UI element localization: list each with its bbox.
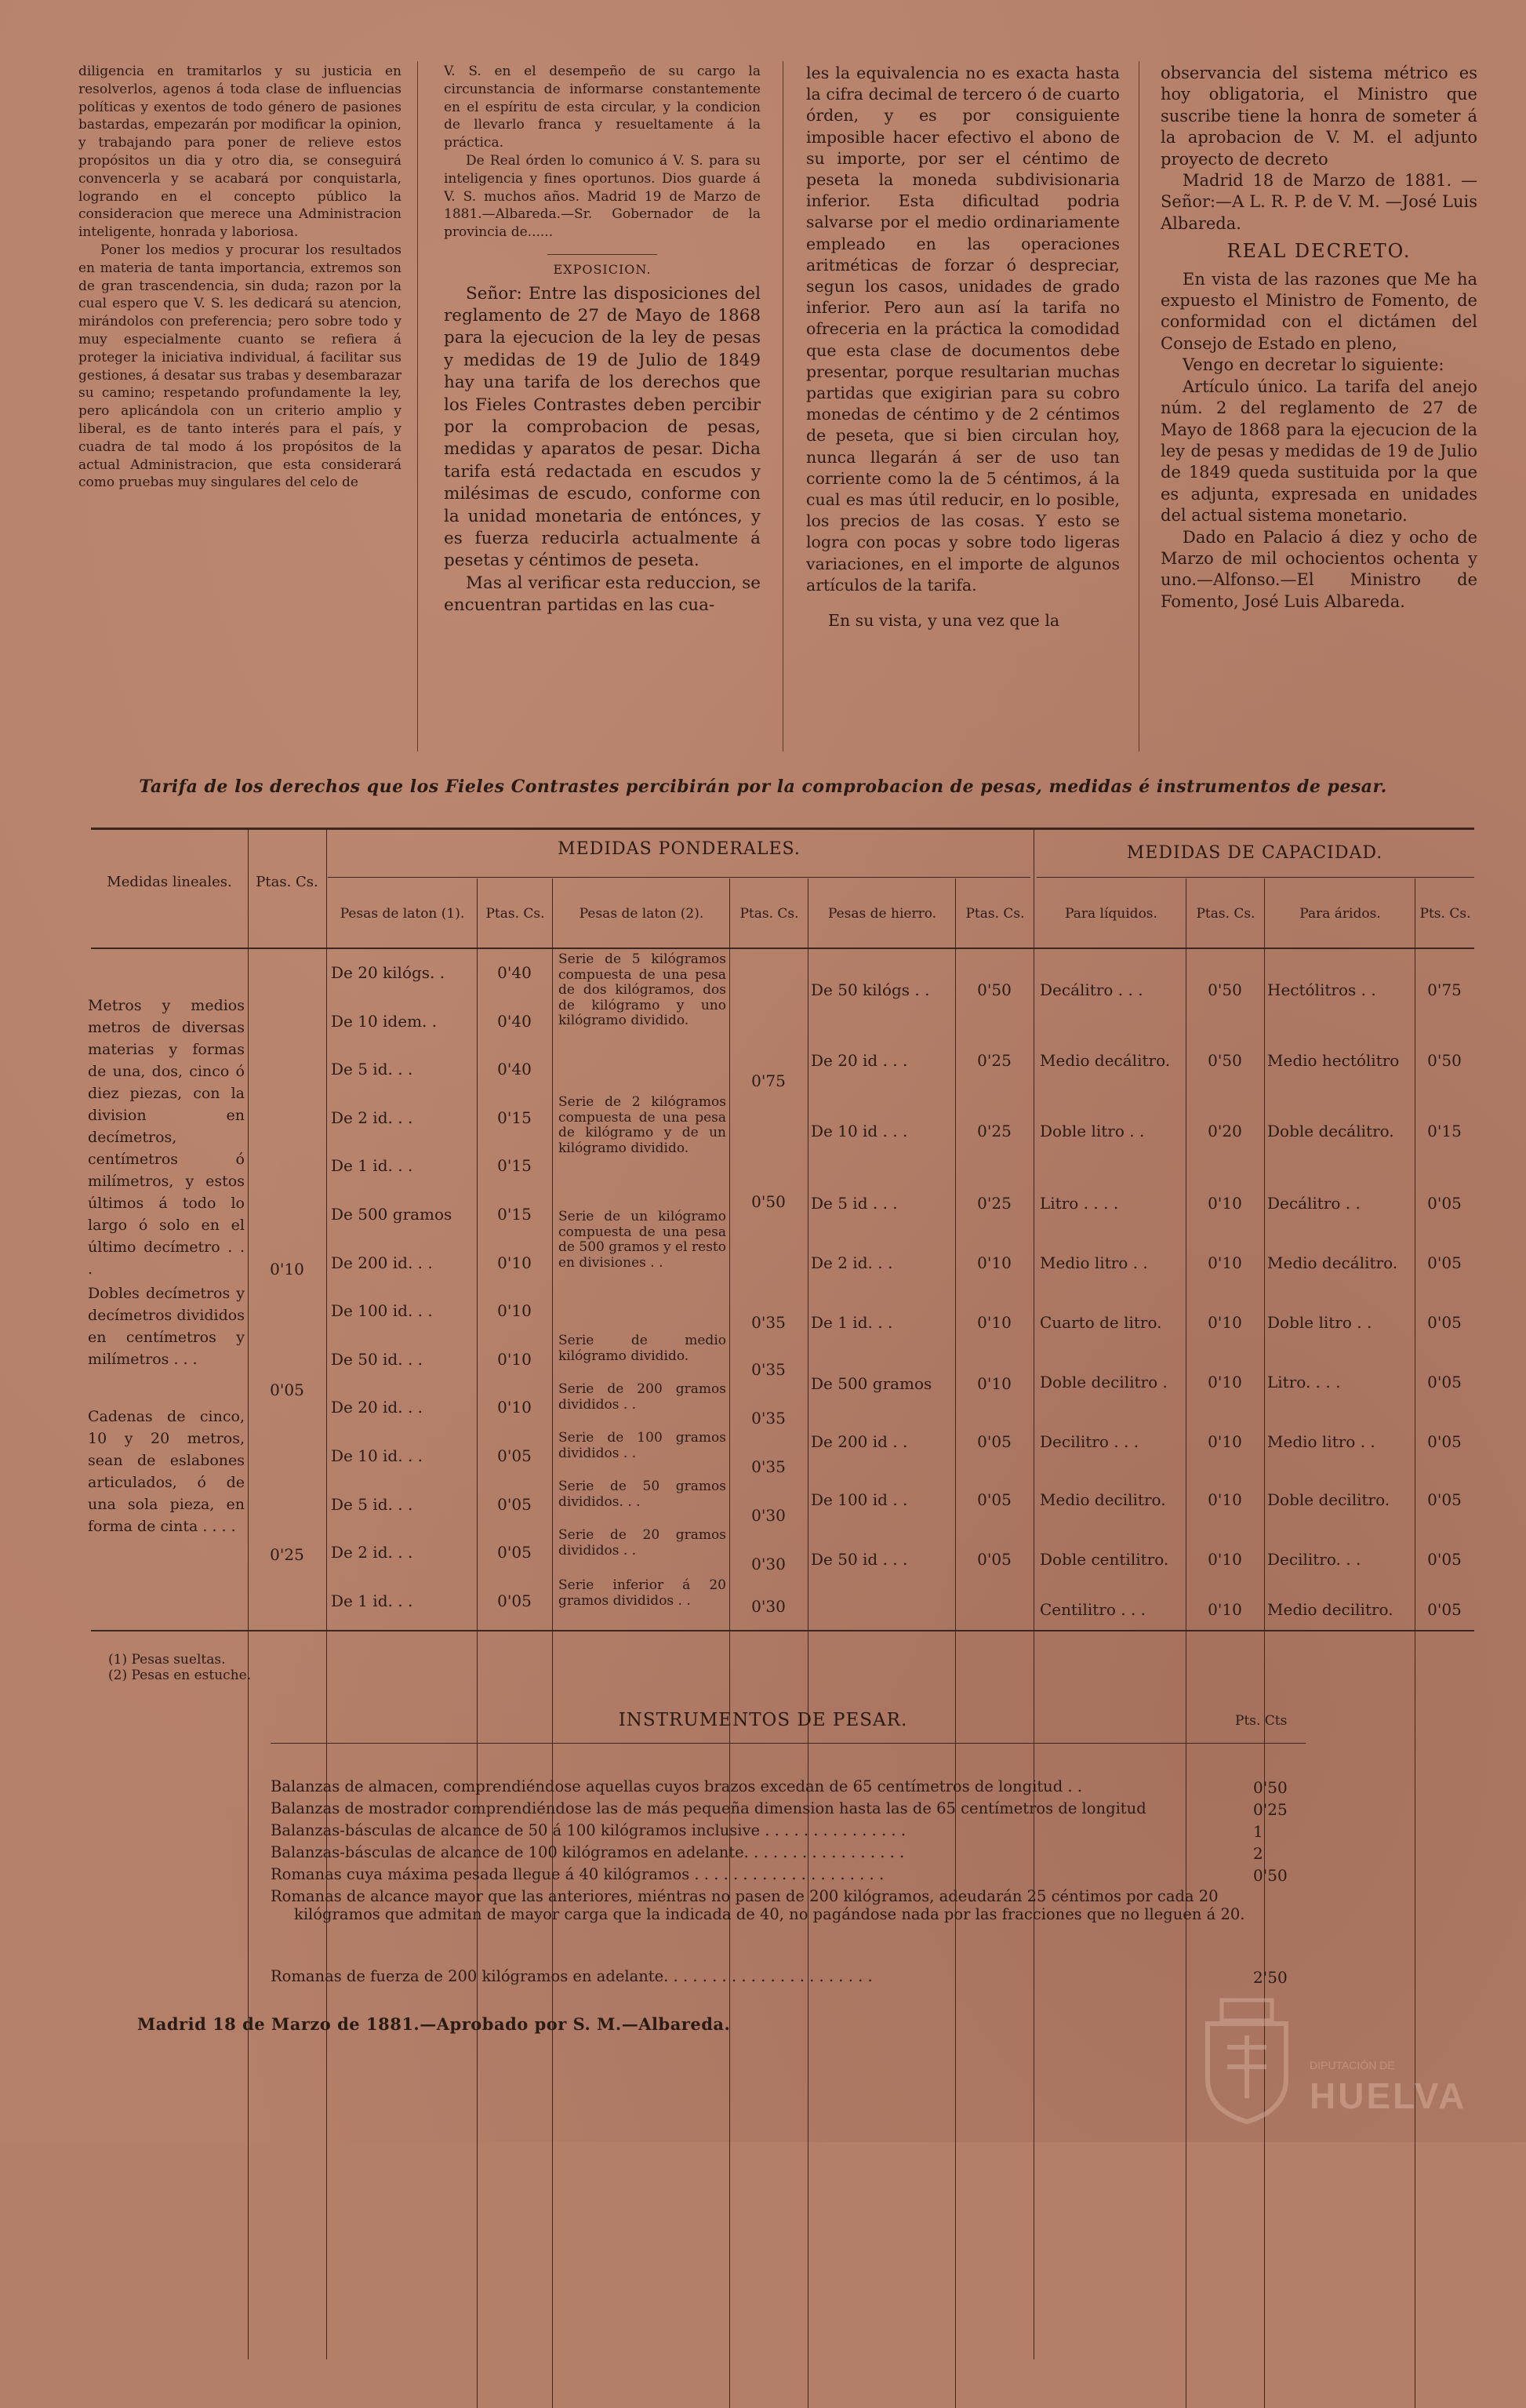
liquidos-price: 0'50 <box>1208 980 1242 999</box>
laton1-price: 0'10 <box>497 1253 532 1272</box>
aridos-label: Decálitro . . <box>1267 1194 1361 1213</box>
laton1-price: 0'05 <box>497 1446 532 1465</box>
hierro-price: 0'10 <box>977 1313 1012 1332</box>
text-column-4 <box>1161 63 1477 761</box>
liquidos-price: 0'10 <box>1208 1432 1242 1451</box>
laton1-price: 0'40 <box>497 963 532 982</box>
laton1-label: De 50 id. . . <box>331 1349 423 1369</box>
aridos-label: Litro. . . . <box>1267 1373 1341 1391</box>
col-line <box>326 830 327 2359</box>
laton1-price: 0'05 <box>497 1591 532 1610</box>
column-divider <box>417 61 418 751</box>
laton2-series: Serie de 100 gramos divididos . . <box>558 1430 726 1461</box>
laton1-label: De 100 id. . . <box>331 1301 433 1321</box>
rule <box>328 877 1030 878</box>
paragraph: Vengo en decretar lo siguiente: <box>1183 355 1444 375</box>
aridos-label: Doble decilitro. <box>1267 1490 1390 1509</box>
footnote: (2) Pesas en estuche. <box>108 1668 252 1683</box>
col-line <box>1264 878 1265 2408</box>
hierro-label: De 10 id . . . <box>811 1122 908 1140</box>
laton1-price: 0'05 <box>497 1543 532 1562</box>
instruments-title: INSTRUMENTOS DE PESAR. <box>618 1710 908 1730</box>
liquidos-label: Decálitro . . . <box>1040 980 1143 999</box>
footnotes <box>108 1652 251 1683</box>
hierro-price: 0'05 <box>977 1432 1012 1451</box>
aridos-label: Medio decálitro. <box>1267 1253 1398 1272</box>
header-lineales: Medidas lineales. <box>107 874 232 890</box>
aridos-price: 0'15 <box>1427 1122 1462 1140</box>
aridos-label: Doble decálitro. <box>1267 1122 1394 1140</box>
footnote: (1) Pesas sueltas. <box>108 1652 226 1668</box>
hierro-label: De 50 kilógs . . <box>811 980 930 999</box>
laton1-label: De 1 id. . . <box>331 1591 413 1610</box>
aridos-price: 0'05 <box>1427 1373 1462 1391</box>
aridos-price: 0'05 <box>1427 1253 1462 1272</box>
hierro-label: De 2 id. . . <box>811 1253 893 1272</box>
liquidos-label: Decilitro . . . <box>1040 1432 1139 1451</box>
liquidos-label: Medio decilitro. <box>1040 1490 1166 1509</box>
lineales-text-3: Cadenas de cinco, 10 y 20 metros, sean de eslabones articulados, ó de una sola pieza, en forma de cinta . . . . <box>88 1408 245 1535</box>
paragraph: V. S. en el desempeño de su cargo la circunstancia de informarse constantemente en el espíritu de esta circular, y la condicion de llevarlo franca y resueltamente á la práctica. <box>444 64 761 151</box>
instrument-price: 0'50 <box>1253 1866 1288 1885</box>
tariff-title: Tarifa de los derechos que los Fieles Contrastes percibirán por la comprobacion de pesas, medidas é instrumentos de pesar. <box>139 777 1387 797</box>
liquidos-label: Doble centilitro. <box>1040 1550 1169 1569</box>
hierro-price: 0'25 <box>977 1051 1012 1070</box>
liquidos-label: Doble litro . . <box>1040 1122 1145 1140</box>
laton2-series: Serie de 5 kilógramos compuesta de una pesa de dos kilógramos, dos de kilógramo y uno kilógramo dividido. <box>558 951 726 1028</box>
header-ptas-cs: Ptas. Cs. <box>485 906 545 922</box>
divider <box>547 254 657 255</box>
instrument-price: 2'50 <box>1253 1968 1288 1987</box>
liquidos-label: Medio decálitro. <box>1040 1051 1171 1070</box>
lineales-price-1: 0'10 <box>270 1260 304 1279</box>
header-ptas-cs: Ptas. Cs. <box>739 906 799 922</box>
aridos-price: 0'05 <box>1427 1600 1462 1619</box>
hierro-label: De 50 id . . . <box>811 1550 908 1569</box>
col-line <box>248 830 249 2359</box>
instrument-row: Romanas de fuerza de 200 kilógramos en adelante. . . . . . . . . . . . . . . . . . . . . . <box>271 1968 873 1985</box>
watermark-text: HUELVA <box>1310 2075 1467 2116</box>
laton2-series: Serie de 20 gramos divididos . . <box>558 1527 726 1559</box>
laton1-label: De 10 idem. . <box>331 1011 438 1031</box>
footer-approval: Madrid 18 de Marzo de 1881.—Aprobado por S. M.—Albareda. <box>137 2014 731 2034</box>
laton1-label: De 2 id. . . <box>331 1108 413 1127</box>
paragraph: Artículo único. La tarifa del anejo núm. 2 del reglamento de 27 de Mayo de 1868 para la ejecucion de la ley de pesas y medidas de 19 de Julio de 1849 queda sustituida por la que es adjunta, expresada en unidades del actual sistema monetario. <box>1161 376 1477 526</box>
header-hierro: Pesas de hierro. <box>827 906 937 922</box>
hierro-label: De 100 id . . <box>811 1490 908 1509</box>
laton1-label: De 200 id. . . <box>331 1253 433 1272</box>
header-ptas-cs: Ptas. Cs. <box>965 906 1025 922</box>
liquidos-price: 0'50 <box>1208 1051 1242 1070</box>
hierro-price: 0'25 <box>977 1194 1012 1213</box>
header-pts-cs: Pts. Cs. <box>1419 906 1471 922</box>
hierro-label: De 500 gramos <box>811 1374 932 1393</box>
liquidos-price: 0'10 <box>1208 1550 1242 1569</box>
header-laton2: Pesas de laton (2). <box>579 906 704 922</box>
paragraph: diligencia en tramitarlos y su justicia en resolverlos, agenos á toda clase de influencias políticas y exentos de todo género de pasiones bastardas, empezarán por modificar la opinion, y trabajando para poner de relieve estos propósitos un dia y otro dia, se conseguirá convencerla y se acabará por conquistarla, logrando en el concepto público la consideracion que merece una Administracion inteligente, honrada y laboriosa. <box>78 64 401 241</box>
instrument-row: Balanzas-básculas de alcance de 50 á 100 kilógramos inclusive . . . . . . . . . . . . . . . <box>271 1822 907 1839</box>
laton1-label: De 2 id. . . <box>331 1543 413 1562</box>
header-ptas: Ptas. Cs. <box>256 874 318 890</box>
hierro-price: 0'10 <box>977 1374 1012 1393</box>
paragraph: observancia del sistema métrico es hoy obligatoria, el Ministro que suscribe tiene la honra de someter á la aprobacion de V. M. el adjunto proyecto de decreto <box>1161 64 1477 169</box>
laton2-price: 0'30 <box>751 1506 786 1525</box>
text-column-2 <box>444 63 761 761</box>
hierro-price: 0'05 <box>977 1490 1012 1509</box>
paragraph: De Real órden lo comunico á V. S. para su inteligencia y fines oportunos. Dios guarde á V. S. muchos años. Madrid 19 de Marzo de 1881.—Albareda.—Sr. Gobernador de la provincia de...... <box>444 152 761 241</box>
instruments-ptas-header: Pts. Cts <box>1235 1713 1288 1729</box>
laton1-price: 0'15 <box>497 1108 532 1127</box>
signature: Madrid 18 de Marzo de 1881. —Señor:—A L. R. P. de V. M. —José Luis Albareda. <box>1161 171 1477 233</box>
header-aridos: Para áridos. <box>1299 906 1381 922</box>
aridos-label: Medio hectólitro <box>1267 1051 1400 1070</box>
aridos-label: Hectólitros . . <box>1267 980 1376 999</box>
rule <box>1037 877 1474 878</box>
laton2-price: 0'30 <box>751 1555 786 1573</box>
hierro-price: 0'25 <box>977 1122 1012 1140</box>
instrument-row: Romanas cuya máxima pesada llegue á 40 kilógramos . . . . . . . . . . . . . . . . . . . . <box>271 1866 885 1883</box>
hierro-price: 0'50 <box>977 980 1012 999</box>
lineales-text-1: Metros y medios metros de diversas materias y formas de una, dos, cinco ó diez piezas, con la division en decímetros, centímetros ó milímetros, y estos últimos á todo lo largo ó solo en el último decímetro . . . <box>88 997 245 1278</box>
laton1-price: 0'10 <box>497 1398 532 1417</box>
lineales-price-2: 0'05 <box>270 1380 304 1399</box>
liquidos-label: Cuarto de litro. <box>1040 1313 1162 1332</box>
aridos-label: Medio decilitro. <box>1267 1600 1393 1619</box>
header-liquidos: Para líquidos. <box>1065 906 1157 922</box>
aridos-price: 0'75 <box>1427 980 1462 999</box>
laton1-price: 0'40 <box>497 1060 532 1079</box>
paragraph: Mas al verificar esta reduccion, se encuentran partidas en las cua- <box>444 573 761 616</box>
hierro-price: 0'10 <box>977 1253 1012 1272</box>
paragraph: Dado en Palacio á diez y ocho de Marzo de mil ochocientos ochenta y uno.—Alfonso.—El Ministro de Fomento, José Luis Albareda. <box>1161 527 1477 611</box>
section-heading: REAL DECRETO. <box>1226 240 1412 263</box>
liquidos-label: Litro . . . . <box>1040 1194 1119 1213</box>
aridos-label: Decilitro. . . <box>1267 1550 1361 1569</box>
laton2-price: 0'35 <box>751 1457 786 1476</box>
laton1-price: 0'15 <box>497 1156 532 1176</box>
liquidos-label: Medio litro . . <box>1040 1253 1148 1272</box>
text-column-3 <box>806 63 1120 761</box>
coat-of-arms-icon <box>1192 1992 1302 2126</box>
liquidos-price: 0'10 <box>1208 1600 1242 1619</box>
header-capacidad: MEDIDAS DE CAPACIDAD. <box>1126 843 1383 863</box>
instrument-price: 0'25 <box>1253 1800 1288 1819</box>
laton2-series: Serie de medio kilógramo dividido. <box>558 1333 726 1364</box>
liquidos-price: 0'10 <box>1208 1490 1242 1509</box>
laton1-label: De 5 id. . . <box>331 1494 413 1514</box>
laton2-price: 0'35 <box>751 1409 786 1428</box>
lineales-price-3: 0'25 <box>270 1545 304 1564</box>
paragraph: Poner los medios y procurar los resultados en materia de tanta importancia, extremos son de gran trascendencia, sin duda; razon por la cual espero que V. S. les dedicará su atencion, mirándolos con preferencia; pero sobre todo y muy especialmente cuanto se refiera á proteger la iniciativa individual, á facilitar sus gestiones, á desatar sus trabas y desembarazar su camino; respetando profundamente la ley, pero aplicándola con un criterio amplio y liberal, es de tanto interés para el país, y cuadra de tal modo á los propósitos de la actual Administracion, que esta considerará como pruebas muy singulares del celo de <box>78 242 401 491</box>
paragraph: En vista de las razones que Me ha expuesto el Ministro de Fomento, de conformidad con el dictámen del Consejo de Estado en pleno, <box>1161 269 1477 353</box>
paragraph: Señor: Entre las disposiciones del reglamento de 27 de Mayo de 1868 para la ejecucion de la ley de pesas y medidas de 19 de Julio de 1849 hay una tarifa de los derechos que los Fieles Contrastes deben percibir por la comprobacion de pesas, medidas y aparatos de pesar. Dicha tarifa está redactada en escudos y milésimas de escudo, conforme con la unidad monetaria de entónces, y es fuerza reducirla actualmente á pesetas y céntimos de peseta. <box>444 283 761 571</box>
text-column-1 <box>78 63 401 761</box>
header-laton1: Pesas de laton (1). <box>340 906 465 922</box>
paragraph: En su vista, y una vez que la <box>828 611 1060 631</box>
laton2-series: Serie de un kilógramo compuesta de una pesa de 500 gramos y el resto en divisiones . . <box>558 1209 726 1271</box>
laton2-series: Serie de 2 kilógramos compuesta de una pesa de kilógramo y de un kilógramo dividido. <box>558 1094 726 1156</box>
watermark-subtitle: DIPUTACIÓN DE <box>1310 2059 1395 2072</box>
laton2-series: Serie de 50 gramos divididos. . . <box>558 1479 726 1510</box>
liquidos-price: 0'20 <box>1208 1122 1242 1140</box>
liquidos-label: Doble decilitro . <box>1040 1373 1168 1391</box>
liquidos-label: Centilitro . . . <box>1040 1600 1146 1619</box>
liquidos-price: 0'10 <box>1208 1194 1242 1213</box>
laton1-price: 0'10 <box>497 1349 532 1369</box>
laton1-label: De 5 id. . . <box>331 1060 413 1079</box>
instrument-row: Balanzas de mostrador comprendiéndose las de más pequeña dimension hasta las de 65 centímetros de longitud <box>271 1800 1146 1817</box>
header-ptas-cs: Ptas. Cs. <box>1196 906 1255 922</box>
laton2-price: 0'35 <box>751 1360 786 1379</box>
laton2-price: 0'50 <box>751 1192 786 1211</box>
col-line <box>955 878 956 2408</box>
instrument-row: Balanzas de almacen, comprendiéndose aquellas cuyos brazos excedan de 65 centímetros de longitud . . <box>271 1778 1083 1795</box>
hierro-label: De 200 id . . <box>811 1432 908 1451</box>
table-bottom-rule <box>91 1630 1474 1631</box>
liquidos-price: 0'10 <box>1208 1313 1242 1332</box>
hierro-label: De 5 id . . . <box>811 1194 898 1213</box>
lineales-text-2: Dobles decímetros y decímetros divididos en centímetros y milímetros . . . <box>88 1285 245 1368</box>
aridos-label: Medio litro . . <box>1267 1432 1375 1451</box>
section-heading: EXPOSICION. <box>553 261 652 277</box>
laton1-price: 0'15 <box>497 1205 532 1224</box>
paragraph: les la equivalencia no es exacta hasta la cifra decimal de tercero ó de cuarto órden, y es por consiguiente imposible hacer efectivo el abono de su importe, por ser el céntimo de peseta la moneda subdivisionaria inferior. Esta dificultad podria salvarse por el medio ordinariamente empleado en las operaciones aritméticas de forzar ó despreciar, segun los casos, unidades de grado inferior. Pero aun así la tarifa no ofreceria en la práctica la comodidad que esta clase de documentos debe presentar, porque resultarian muchas partidas que exigirian para su cobro monedas de céntimo y de 2 céntimos de peseta, que si bien circulan hoy, nunca llegarán á ser de uso tan corriente como la de 5 céntimos, á la cual es mas útil reducir, en lo posible, los precios de las cosas. Y esto se logra con pocas y sobre todo ligeras variaciones, en el importe de algunos artículos de la tarifa. <box>806 64 1120 595</box>
col-line <box>729 878 730 2408</box>
laton1-price: 0'40 <box>497 1011 532 1031</box>
laton1-label: De 1 id. . . <box>331 1156 413 1176</box>
hierro-price: 0'05 <box>977 1550 1012 1569</box>
laton1-label: De 10 id. . . <box>331 1446 423 1465</box>
aridos-price: 0'05 <box>1427 1490 1462 1509</box>
laton2-series: Serie de 200 gramos divididos . . <box>558 1381 726 1413</box>
laton2-series: Serie inferior á 20 gramos divididos . . <box>558 1577 726 1609</box>
laton1-label: De 20 kilógs. . <box>331 963 445 982</box>
aridos-label: Doble litro . . <box>1267 1313 1372 1332</box>
laton1-label: De 500 gramos <box>331 1205 452 1224</box>
laton1-price: 0'10 <box>497 1301 532 1321</box>
instrument-row: Romanas de alcance mayor que las anteriores, miéntras no pasen de 200 kilógramos, adeudarán 25 céntimos por cada 20 kilógramos que admitan de mayor carga que la indicada de 40, no pagándose nada por las fracciones que no lleguen á 20. <box>271 1888 1245 1923</box>
hierro-label: De 20 id . . . <box>811 1051 908 1070</box>
aridos-price: 0'05 <box>1427 1550 1462 1569</box>
laton1-price: 0'05 <box>497 1494 532 1514</box>
instrument-price: 0'50 <box>1253 1778 1288 1797</box>
header-bottom-rule <box>91 948 1474 949</box>
instrument-price: 2 <box>1253 1844 1263 1863</box>
header-ponderales: MEDIDAS PONDERALES. <box>558 839 801 859</box>
hierro-label: De 1 id. . . <box>811 1313 893 1332</box>
table-top-rule <box>91 828 1474 830</box>
laton2-price: 0'30 <box>751 1597 786 1616</box>
aridos-price: 0'05 <box>1427 1313 1462 1332</box>
laton1-label: De 20 id. . . <box>331 1398 423 1417</box>
liquidos-price: 0'10 <box>1208 1253 1242 1272</box>
laton2-price: 0'75 <box>751 1071 786 1090</box>
rule <box>271 1743 1306 1744</box>
instrument-row: Balanzas-básculas de alcance de 100 kilógramos en adelante. . . . . . . . . . . . . . . . . <box>271 1844 905 1861</box>
aridos-price: 0'05 <box>1427 1432 1462 1451</box>
liquidos-price: 0'10 <box>1208 1373 1242 1391</box>
instrument-price: 1 <box>1253 1822 1263 1841</box>
aridos-price: 0'50 <box>1427 1051 1462 1070</box>
aridos-price: 0'05 <box>1427 1194 1462 1213</box>
laton2-price: 0'35 <box>751 1313 786 1332</box>
